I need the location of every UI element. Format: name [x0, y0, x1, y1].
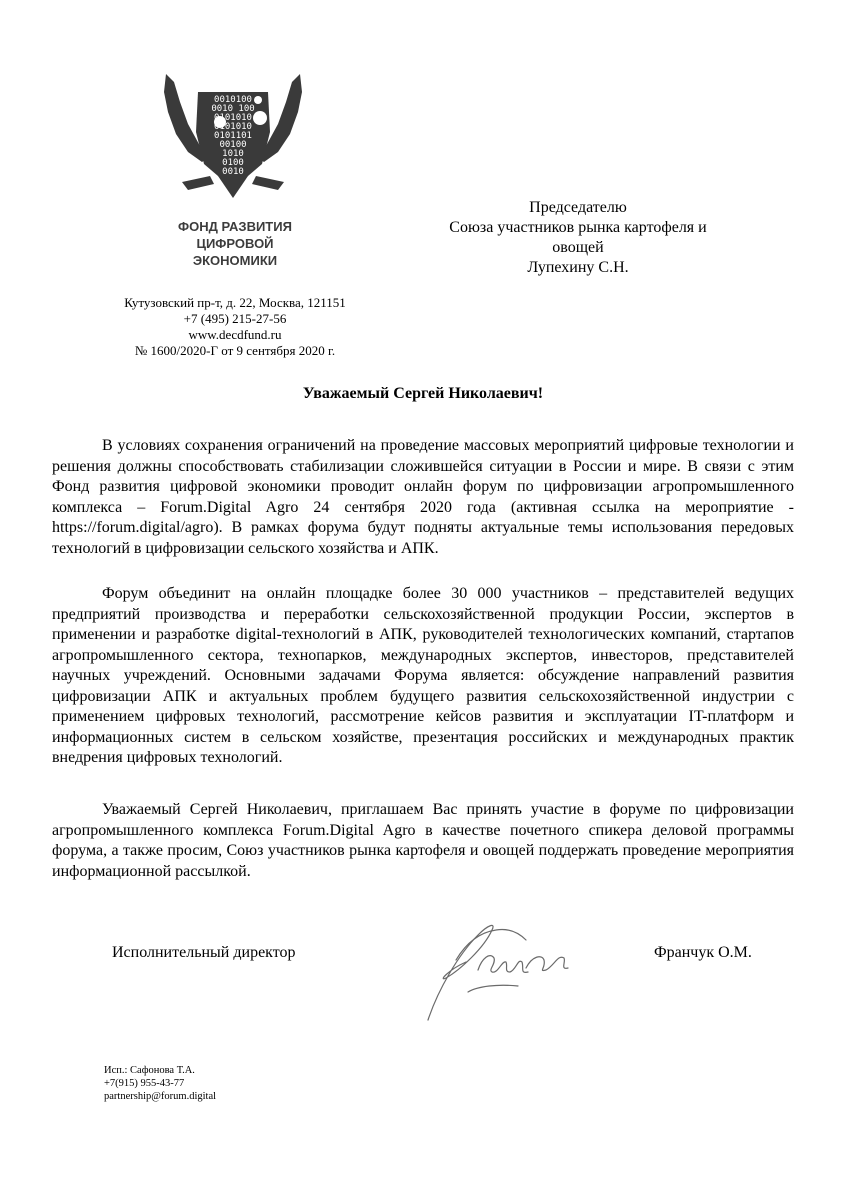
logo-digit-row: 0100	[222, 158, 244, 168]
org-name-line: ЦИФРОВОЙ	[196, 236, 274, 251]
org-name	[150, 218, 320, 269]
recipient-line: овощей	[552, 239, 604, 256]
recipient-block	[420, 198, 736, 278]
logo-digit-row: 0010	[222, 167, 244, 177]
greeting: Уважаемый Сергей Николаевич!	[302, 385, 544, 402]
paragraph-3: Уважаемый Сергей Николаевич, приглашаем Вас принять участие в форуме по цифровизации агропромышленного комплекса Forum.Digital Agro в качестве почетного спикера деловой программы форума, а также просим, Союз участников рынка картофеля и овощей поддержать проведение мероприятия информационной рассылкой.	[52, 801, 794, 880]
signatory-title: Исполнительный директор	[112, 944, 296, 961]
sender-address: Кутузовский пр-т, д. 22, Москва, 121151	[124, 295, 346, 310]
sender-website: www.decdfund.ru	[188, 327, 282, 342]
logo-digit-row: 0101101	[214, 131, 252, 141]
logo-digit-row: 0101010	[214, 122, 252, 132]
recipient-line: Лупехину С.Н.	[527, 259, 629, 276]
executor-email: partnership@forum.digital	[104, 1091, 217, 1102]
recipient-line: Председателю	[529, 199, 627, 216]
paragraph-1: В условиях сохранения ограничений на проведение массовых мероприятий цифровые технологии и решения должны способствовать стабилизации сложившейся ситуации в России и мире. В связи с этим Фонд развития цифровой экономики проводит онлайн форум по цифровизации агропромышленного комплекса – Forum.Digital Agro 24 сентября 2020 года (активная ссылка на мероприятие - https://forum.digital/agro). В рамках форума будут подняты актуальные темы использования передовых технологий в цифровизации сельского хозяйства и АПК.	[52, 437, 794, 557]
logo-digit-row: 0010 100	[211, 104, 255, 114]
eagle-logo-icon	[158, 72, 308, 202]
sender-phone: +7 (495) 215-27-56	[183, 311, 287, 326]
org-name-line: ЭКОНОМИКИ	[192, 253, 278, 268]
signatory-name: Франчук О.М.	[654, 944, 752, 961]
contact-block	[104, 1064, 216, 1103]
logo-digit-row: 0101010	[214, 113, 252, 123]
executor-phone: +7(915) 955-43-77	[104, 1078, 185, 1089]
paragraph-2: Форум объединит на онлайн площадке более 30 000 участников – представителей ведущих предприятий производства и переработки сельскохозяйственной продукции России, экспертов в применении и разработке digital-технологий в АПК, руководителей технологических компаний, стартапов агропромышленного сектора, технопарков, международных экспертов, инвесторов, представителей научных учреждений. Основными задачами Форума является: обсуждение направлений развития цифровизации АПК и актуальных проблем будущего развития сельскохозяйственной индустрии с применением цифровых технологий, рассмотрение кейсов развития и эксплуатации IT-платформ и информационных систем в сельском хозяйстве, презентация российских и международных практик внедрения цифровых технологий.	[52, 585, 794, 766]
executor-name: Исп.: Сафонова Т.А.	[104, 1065, 195, 1076]
handwritten-signature-icon	[408, 900, 618, 1030]
logo-digit-row: 0010100	[214, 95, 252, 105]
logo-digit-row: 1010	[222, 149, 244, 159]
letter-reference: № 1600/2020-Г от 9 сентября 2020 г.	[134, 343, 336, 358]
org-name-line: ФОНД РАЗВИТИЯ	[178, 219, 292, 234]
sender-details	[90, 295, 380, 359]
logo-digit-row: 00100	[219, 140, 247, 150]
recipient-line: Союза участников рынка картофеля и	[449, 219, 707, 236]
